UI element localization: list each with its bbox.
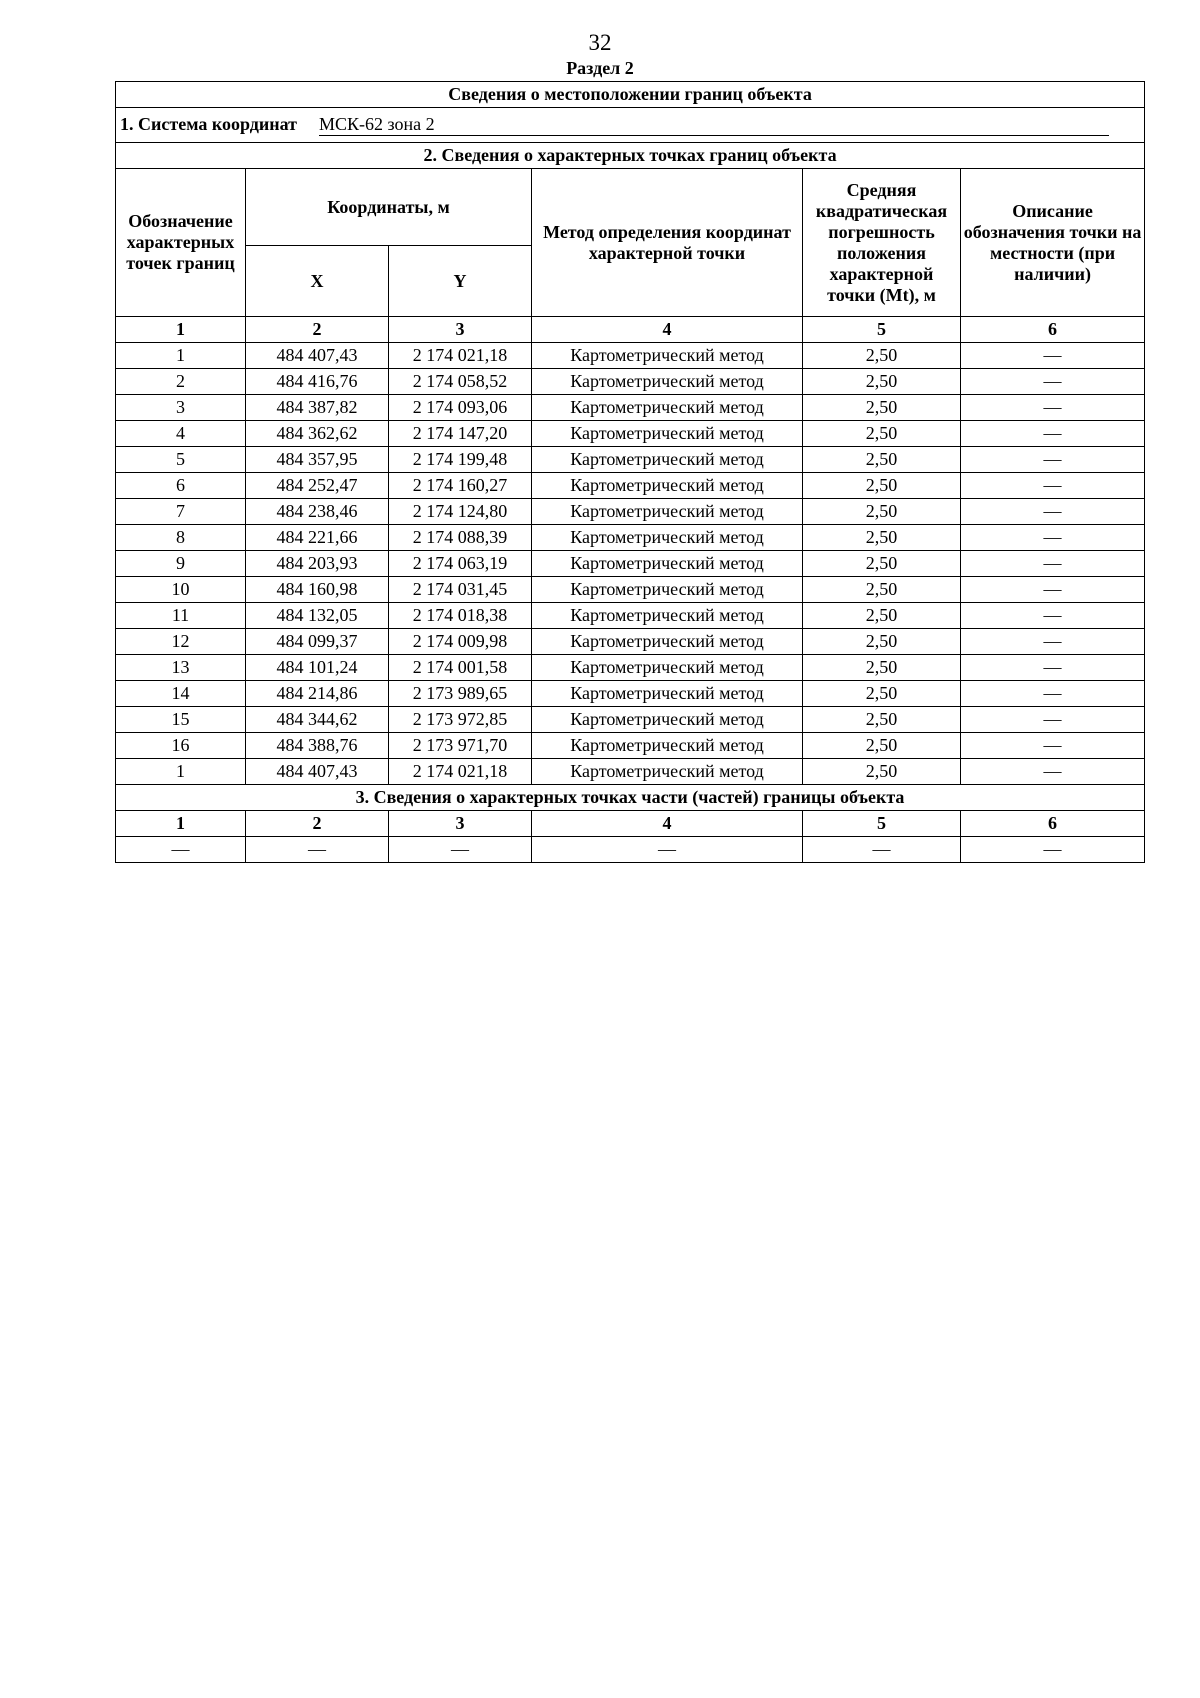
table-cell: — <box>961 759 1145 785</box>
column-number: 6 <box>961 811 1145 837</box>
section-title: Раздел 2 <box>566 58 634 78</box>
table-cell: 12 <box>116 629 246 655</box>
table-row <box>116 551 1145 577</box>
table-cell: Картометрический метод <box>532 395 803 421</box>
table-cell: — <box>961 421 1145 447</box>
table-cell: — <box>246 837 389 863</box>
table-row <box>116 343 1145 369</box>
table-cell: 2,50 <box>803 759 961 785</box>
column-number: 4 <box>532 811 803 837</box>
table-cell: Картометрический метод <box>532 343 803 369</box>
table-cell: — <box>803 837 961 863</box>
header-designation: Обозначение характерных точек границ <box>116 169 246 317</box>
table-cell: 6 <box>116 473 246 499</box>
table-cell: 484 407,43 <box>246 343 389 369</box>
column-number-row <box>116 811 1145 837</box>
column-number: 3 <box>389 317 532 343</box>
table-cell: — <box>532 837 803 863</box>
table-cell: — <box>961 577 1145 603</box>
table-cell: 484 214,86 <box>246 681 389 707</box>
column-number: 4 <box>532 317 803 343</box>
column-number: 5 <box>803 811 961 837</box>
table-cell: Картометрический метод <box>532 447 803 473</box>
table-cell: 2,50 <box>803 499 961 525</box>
table-cell: — <box>961 473 1145 499</box>
header-coords: Координаты, м <box>246 169 532 246</box>
table-cell: — <box>961 655 1145 681</box>
table-cell: 484 203,93 <box>246 551 389 577</box>
table-row <box>116 681 1145 707</box>
table-cell: — <box>961 681 1145 707</box>
table-cell: 2 174 147,20 <box>389 421 532 447</box>
table-cell: 2 174 001,58 <box>389 655 532 681</box>
table-cell: — <box>961 499 1145 525</box>
table-cell: 2 174 031,45 <box>389 577 532 603</box>
table-cell: 484 362,62 <box>246 421 389 447</box>
table-cell: 2,50 <box>803 525 961 551</box>
coord-system-label: 1. Система координат <box>120 114 297 134</box>
table-cell: 484 357,95 <box>246 447 389 473</box>
part-boundary-table <box>115 784 1145 863</box>
table-cell: 484 407,43 <box>246 759 389 785</box>
table-cell: 11 <box>116 603 246 629</box>
table-cell: Картометрический метод <box>532 603 803 629</box>
table-cell: — <box>961 447 1145 473</box>
table-cell: 4 <box>116 421 246 447</box>
table-cell: 484 388,76 <box>246 733 389 759</box>
table-cell: Картометрический метод <box>532 525 803 551</box>
table-cell: — <box>961 733 1145 759</box>
header-method: Метод определения координат характерной точки <box>532 169 803 317</box>
table-cell: 2 174 009,98 <box>389 629 532 655</box>
table-cell: — <box>961 837 1145 863</box>
table-cell: 2,50 <box>803 733 961 759</box>
header-y: Y <box>389 246 532 317</box>
table-cell: 2,50 <box>803 395 961 421</box>
table-cell: Картометрический метод <box>532 551 803 577</box>
table-cell: 16 <box>116 733 246 759</box>
table-row <box>116 447 1145 473</box>
table-cell: — <box>961 525 1145 551</box>
table-cell: 2 174 124,80 <box>389 499 532 525</box>
table-cell: 13 <box>116 655 246 681</box>
table-cell: 10 <box>116 577 246 603</box>
table-cell: Картометрический метод <box>532 473 803 499</box>
table-cell: 2 174 063,19 <box>389 551 532 577</box>
table-cell: 2 173 989,65 <box>389 681 532 707</box>
table-cell: 2,50 <box>803 707 961 733</box>
table-cell: 484 099,37 <box>246 629 389 655</box>
table-cell: 484 252,47 <box>246 473 389 499</box>
table-cell: Картометрический метод <box>532 629 803 655</box>
table-cell: — <box>389 837 532 863</box>
table-cell: 484 344,62 <box>246 707 389 733</box>
table-row <box>116 655 1145 681</box>
block-title: Сведения о местоположении границ объекта <box>116 82 1145 108</box>
table-cell: Картометрический метод <box>532 681 803 707</box>
table-cell: 2 174 088,39 <box>389 525 532 551</box>
table-cell: — <box>116 837 246 863</box>
table-cell: — <box>961 629 1145 655</box>
column-number: 5 <box>803 317 961 343</box>
header-description: Описание обозначения точки на местности (при наличии) <box>961 169 1145 317</box>
table-cell: Картометрический метод <box>532 499 803 525</box>
column-number: 3 <box>389 811 532 837</box>
table-row <box>116 525 1145 551</box>
table-cell: 2 174 021,18 <box>389 343 532 369</box>
table-cell: 2 173 972,85 <box>389 707 532 733</box>
table-cell: 484 416,76 <box>246 369 389 395</box>
table-cell: Картометрический метод <box>532 577 803 603</box>
table-cell: 2 <box>116 369 246 395</box>
table-cell: 2 174 160,27 <box>389 473 532 499</box>
table-cell: — <box>961 369 1145 395</box>
table-row <box>116 759 1145 785</box>
table-cell: 484 132,05 <box>246 603 389 629</box>
table-row <box>116 603 1145 629</box>
table-cell: — <box>961 707 1145 733</box>
table-cell: 2 174 199,48 <box>389 447 532 473</box>
table-cell: 2 174 018,38 <box>389 603 532 629</box>
table-row <box>116 369 1145 395</box>
table-cell: 5 <box>116 447 246 473</box>
table-cell: 2,50 <box>803 369 961 395</box>
table-cell: 2,50 <box>803 629 961 655</box>
table-cell: Картометрический метод <box>532 369 803 395</box>
table-row <box>116 395 1145 421</box>
table-cell: 3 <box>116 395 246 421</box>
table-row <box>116 577 1145 603</box>
table-cell: 7 <box>116 499 246 525</box>
table-cell: — <box>961 343 1145 369</box>
table-cell: 2,50 <box>803 421 961 447</box>
table-cell: Картометрический метод <box>532 655 803 681</box>
table-cell: 484 160,98 <box>246 577 389 603</box>
table-cell: 2,50 <box>803 655 961 681</box>
table-cell: 484 387,82 <box>246 395 389 421</box>
coord-system-value: МСК-62 зона 2 <box>319 114 1109 136</box>
table-cell: 2 174 093,06 <box>389 395 532 421</box>
table-row <box>116 733 1145 759</box>
table-cell: 1 <box>116 759 246 785</box>
page-number: 32 <box>588 30 612 55</box>
table-cell: 2,50 <box>803 551 961 577</box>
table-cell: — <box>961 603 1145 629</box>
column-number: 2 <box>246 811 389 837</box>
table-cell: 2,50 <box>803 603 961 629</box>
column-number: 1 <box>116 317 246 343</box>
column-number: 6 <box>961 317 1145 343</box>
boundary-table <box>115 81 1145 785</box>
table-cell: Картометрический метод <box>532 421 803 447</box>
table-cell: 1 <box>116 343 246 369</box>
table-cell: 484 238,46 <box>246 499 389 525</box>
table-cell: — <box>961 551 1145 577</box>
table-cell: 484 221,66 <box>246 525 389 551</box>
table-row <box>116 707 1145 733</box>
column-number: 2 <box>246 317 389 343</box>
table-cell: Картометрический метод <box>532 707 803 733</box>
table-cell: 2,50 <box>803 577 961 603</box>
table-row <box>116 499 1145 525</box>
table-row <box>116 473 1145 499</box>
table-cell: — <box>961 395 1145 421</box>
points-title: 2. Сведения о характерных точках границ объекта <box>116 143 1145 169</box>
header-x: X <box>246 246 389 317</box>
table-cell: 2 174 021,18 <box>389 759 532 785</box>
table-cell: 14 <box>116 681 246 707</box>
table-cell: 2,50 <box>803 447 961 473</box>
table-cell: Картометрический метод <box>532 759 803 785</box>
table-cell: 484 101,24 <box>246 655 389 681</box>
header-error: Средняя квадратическая погрешность положения характерной точки (Mt), м <box>803 169 961 317</box>
table-cell: 8 <box>116 525 246 551</box>
table-cell: 2,50 <box>803 473 961 499</box>
table-row <box>116 837 1145 863</box>
table-cell: Картометрический метод <box>532 733 803 759</box>
table-cell: 2,50 <box>803 343 961 369</box>
table-cell: 9 <box>116 551 246 577</box>
column-number-row <box>116 317 1145 343</box>
table-row <box>116 421 1145 447</box>
table-cell: 2 173 971,70 <box>389 733 532 759</box>
column-number: 1 <box>116 811 246 837</box>
coord-system-row <box>116 108 1145 143</box>
table-cell: 2 174 058,52 <box>389 369 532 395</box>
table-cell: 15 <box>116 707 246 733</box>
part-title: 3. Сведения о характерных точках части (частей) границы объекта <box>116 785 1145 811</box>
table-cell: 2,50 <box>803 681 961 707</box>
table-row <box>116 629 1145 655</box>
